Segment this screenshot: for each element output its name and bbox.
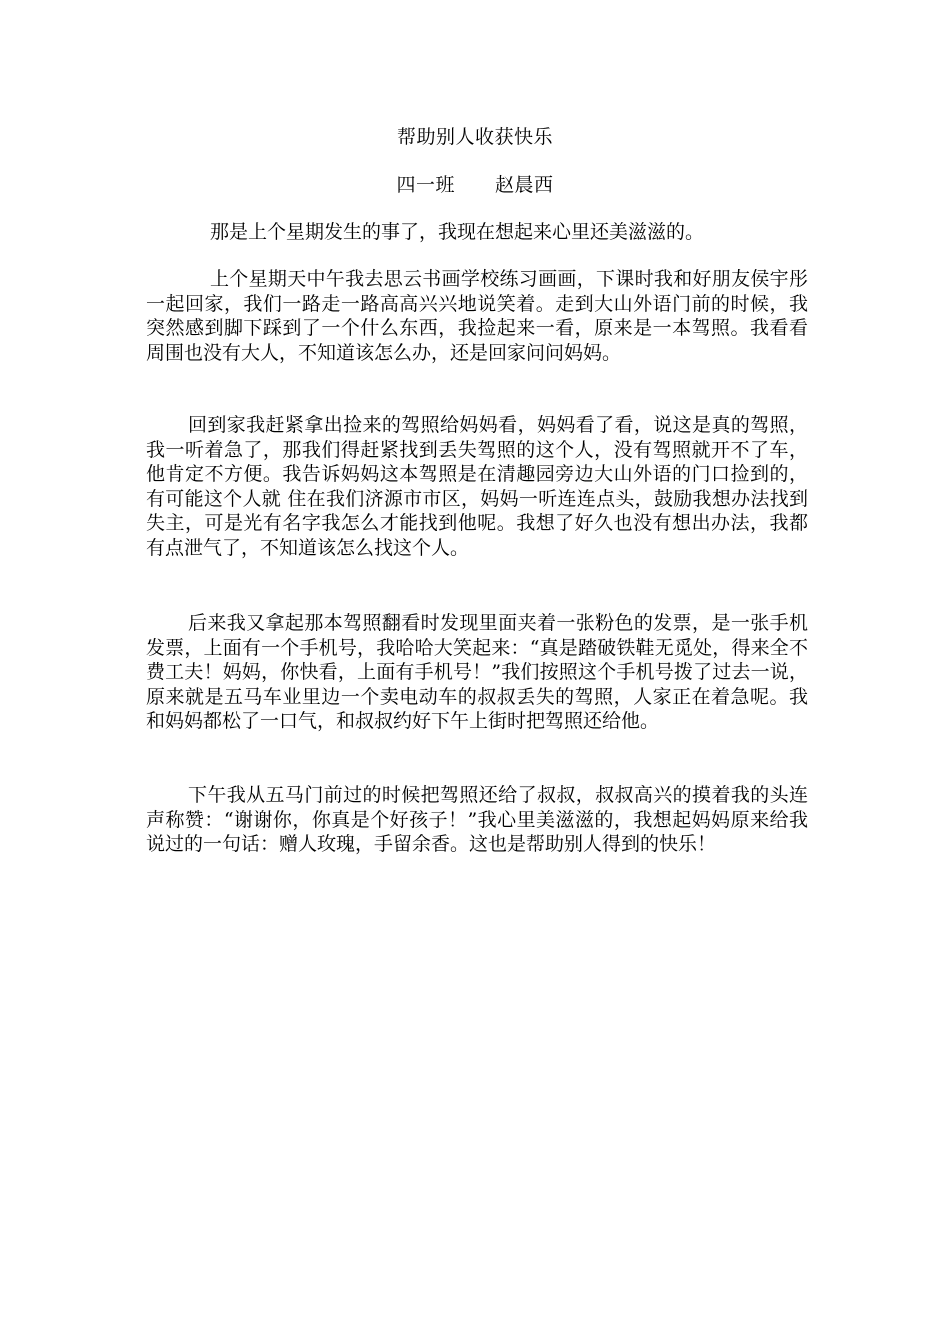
paragraph-4: 下午我从五马门前过的时候把驾照还给了叔叔，叔叔高兴的摸着我的头连声称赞：“谢谢你，你真是个好孩子！”我心里美滋滋的，我想起妈妈原来给我说过的一句话：赠人玫瑰，手留余香。这也是帮助别人得到的快乐！ — [146, 784, 808, 856]
intro-sentence: 那是上个星期发生的事了，我现在想起来心里还美滋滋的。 — [210, 221, 705, 243]
paragraph-2: 回到家我赶紧拿出捡来的驾照给妈妈看，妈妈看了看，说这是真的驾照，我一听着急了，那我们得赶紧找到丢失驾照的这个人，没有驾照就开不了车，他肯定不方便。我告诉妈妈这本驾照是在清趣园旁边大山外语的门口捡到的，有可能这个人就 住在我们济源市市区，妈妈一听连连点头，鼓励我想办法找到失主，可是光有名字我怎么才能找到他呢。我想了好久也没有想出办法，我都有点泄气了，不知道该怎么找这个人。 — [146, 414, 808, 559]
author-line — [0, 172, 950, 198]
paragraph-1: 上个星期天中午我去思云书画学校练习画画，下课时我和好朋友侯宇彤一起回家，我们一路走一路高高兴兴地说笑着。走到大山外语门前的时候，我突然感到脚下踩到了一个什么东西，我捡起来一看，原来是一本驾照。我看看周围也没有大人，不知道该怎么办，还是回家问问妈妈。 — [146, 268, 808, 364]
author-name: 赵晨西 — [495, 174, 554, 196]
paragraph-3: 后来我又拿起那本驾照翻看时发现里面夹着一张粉色的发票，是一张手机发票，上面有一个手机号，我哈哈大笑起来：“真是踏破铁鞋无觅处，得来全不费工夫！妈妈，你快看，上面有手机号！”我们按照这个手机号拨了过去一说，原来就是五马车业里边一个卖电动车的叔叔丢失的驾照，人家正在着急呢。我和妈妈都松了一口气，和叔叔约好下午上街时把驾照还给他。 — [146, 612, 808, 733]
document-title: 帮助别人收获快乐 — [396, 126, 553, 148]
class-name: 四一班 — [396, 174, 455, 196]
